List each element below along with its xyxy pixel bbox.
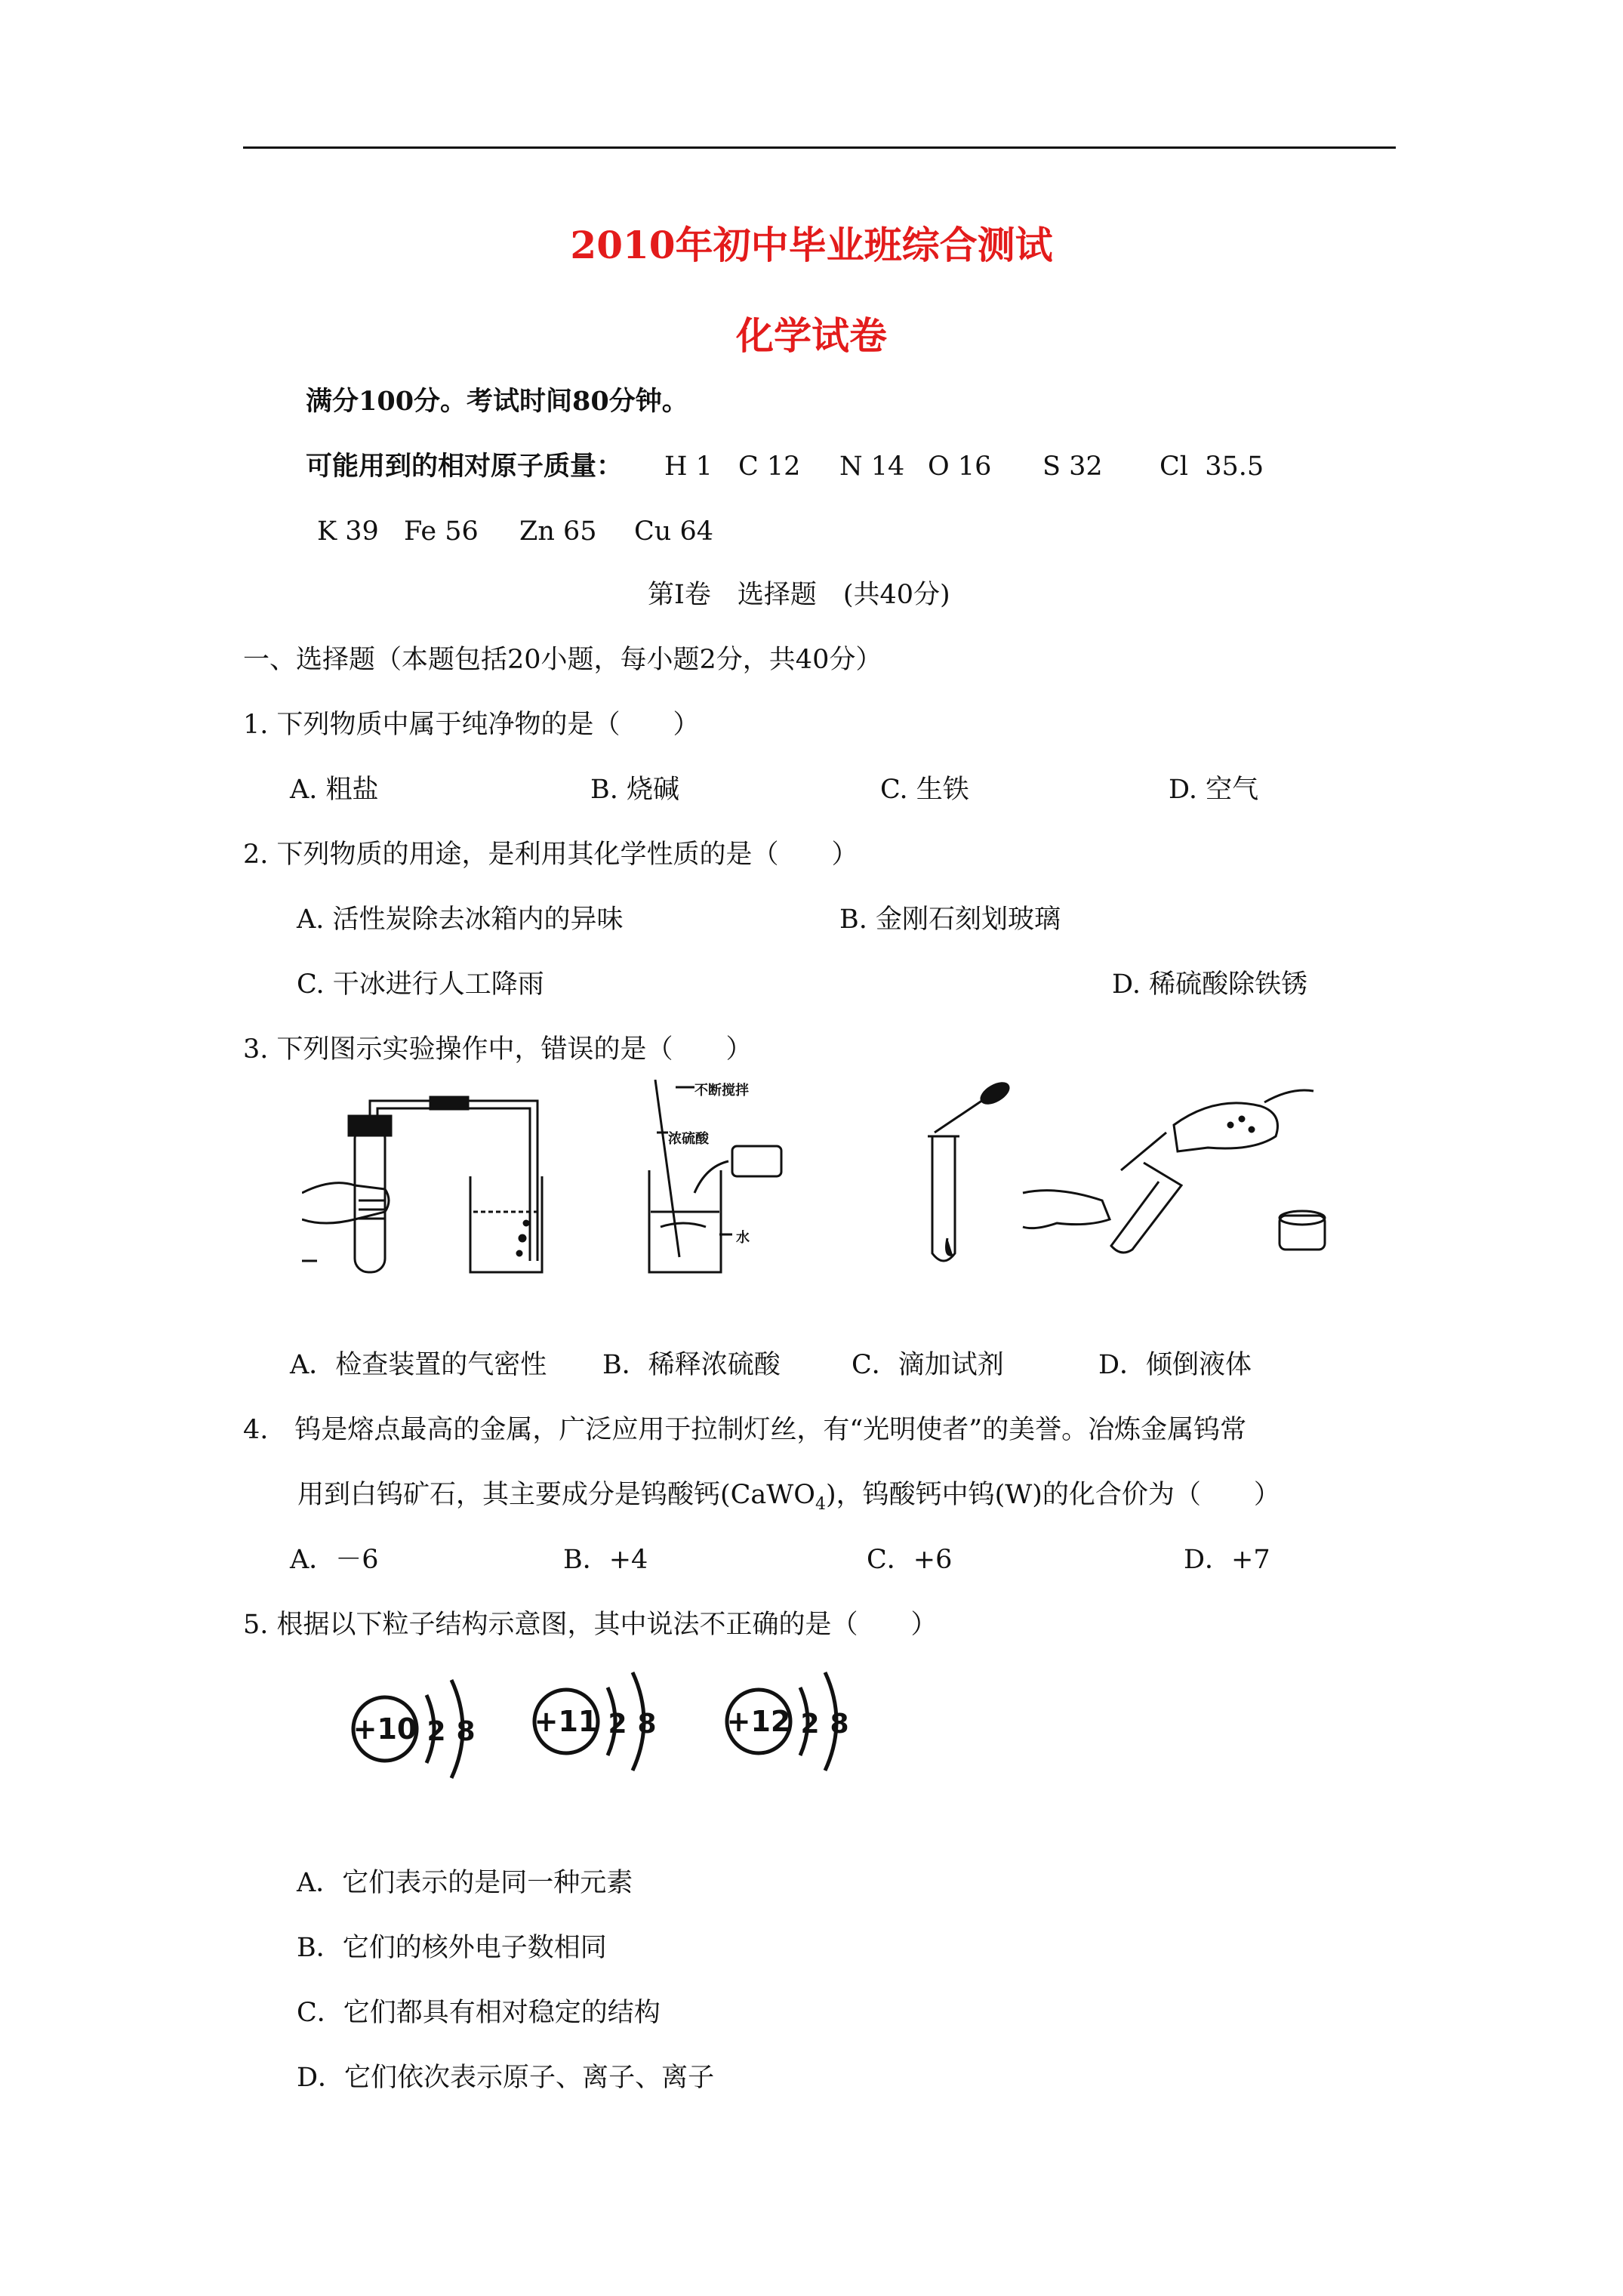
pouring-liquid-illustration [1023,1090,1325,1253]
question-4-stem-line1: 4. 钨是熔点最高的金属，广泛应用于拉制灯丝，有“光明使者”的美誉。冶炼金属钨常 [243,1415,1247,1445]
volume-title: 第Ⅰ卷 选择题 (共40分) [648,580,950,610]
particle-structure-figure [347,1665,876,1801]
figure-label-acid: 浓硫酸 [668,1131,709,1147]
atomic-mass-item: O 16 [928,451,992,482]
question-4-stem-line2: 用到白钨矿石，其主要成分是钨酸钙(CaWO$_4$)，钨酸钙中钨(W)的化合价为（ ） [297,1480,1280,1514]
question-1-stem: 1. 下列物质中属于纯净物的是（ ） [243,710,700,740]
atom-diagram-1 [353,1680,476,1778]
nucleus-charge: +11 [534,1705,599,1738]
question-2-option-a: A. 活性炭除去冰箱内的异味 [297,905,624,935]
exam-subtitle: 化学试卷 [736,313,887,358]
question-4-option-a: A．－6 [290,1545,379,1575]
question-4-option-c: C．+6 [867,1545,953,1575]
shell-electrons: 8 [637,1709,657,1740]
part-title: 一、选择题（本题包括20小题，每小题2分，共40分） [243,645,882,675]
shell-electrons: 8 [456,1716,476,1747]
dilute-acid-illustration [649,1080,781,1272]
question-2-option-d: D. 稀硫酸除铁锈 [1112,969,1308,1000]
question-5-stem: 5. 根据以下粒子结构示意图，其中说法不正确的是（ ） [243,1610,938,1640]
question-5-option-a: A．它们表示的是同一种元素 [297,1868,633,1898]
question-5-option-b: B．它们的核外电子数相同 [297,1933,607,1963]
question-5-option-c: C．它们都具有相对稳定的结构 [297,1998,661,2028]
question-2-option-c: C. 干冰进行人工降雨 [297,969,544,1000]
atomic-mass-item: N 14 [839,451,905,482]
atomic-mass-item: Fe 56 [404,516,479,547]
question-3-stem: 3. 下列图示实验操作中，错误的是（ ） [243,1034,753,1065]
question-3-option-c: C．滴加试剂 [852,1350,1004,1380]
question-4-option-b: B．+4 [563,1545,648,1575]
atomic-mass-item: Cl 35.5 [1160,451,1264,482]
header-rule [243,146,1396,149]
dropper-illustration [928,1080,1012,1261]
shell-electrons: 8 [830,1709,849,1740]
question-2-stem: 2. 下列物质的用途，是利用其化学性质的是（ ） [243,840,858,870]
atomic-mass-item: Cu 64 [634,516,713,547]
question-4-option-d: D．+7 [1184,1545,1270,1575]
atomic-mass-item: S 32 [1042,451,1103,482]
shell-electrons: 2 [800,1709,820,1740]
atomic-mass-item: K 39 [317,516,379,547]
airtightness-check-illustration [302,1097,542,1272]
question-1-option-d: D. 空气 [1169,775,1259,805]
atomic-mass-item: C 12 [738,451,801,482]
question-3-option-a: A．检查装置的气密性 [290,1350,547,1380]
atom-diagram-3 [727,1672,849,1771]
atom-diagram-2 [534,1672,657,1771]
figure-label-water: 水 [736,1230,750,1246]
question-1-option-a: A. 粗盐 [290,775,379,805]
question-2-option-b: B. 金刚石刻划玻璃 [839,905,1061,935]
nucleus-charge: +10 [353,1712,417,1746]
score-time-note: 满分100分。考试时间80分钟。 [306,386,688,417]
lab-operations-figure [302,1080,1359,1284]
shell-electrons: 2 [608,1709,627,1740]
question-1-option-c: C. 生铁 [880,775,969,805]
question-3-option-b: B．稀释浓硫酸 [602,1350,781,1380]
question-5-option-d: D．它们依次表示原子、离子、离子 [297,2063,715,2093]
figure-label-stir: 不断搅拌 [694,1083,749,1099]
question-1-option-b: B. 烧碱 [590,775,679,805]
shell-electrons: 2 [427,1716,446,1747]
question-3-option-d: D．倾倒液体 [1098,1350,1252,1380]
atomic-masses-label: 可能用到的相对原子质量： [306,451,624,482]
exam-title: 2010年初中毕业班综合测试 [570,223,1053,267]
nucleus-charge: +12 [726,1705,791,1738]
atomic-mass-item: Zn 65 [519,516,597,547]
atomic-mass-item: H 1 [664,451,713,482]
